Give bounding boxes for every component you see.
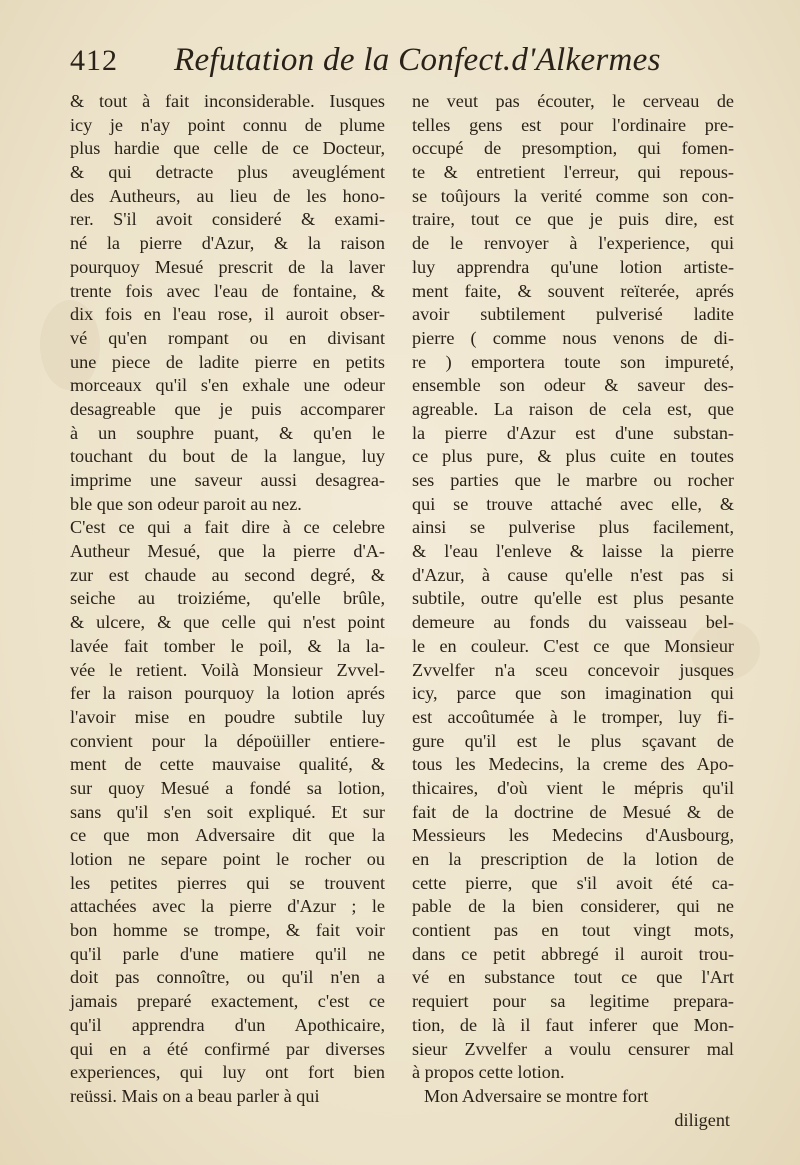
text-line: jamais preparé exactement, c'est ce (70, 991, 385, 1012)
page-header (70, 42, 730, 82)
text-line: re ) emportera toute son impureté, (412, 351, 734, 372)
text-line: desagreable que je puis accomparer (70, 398, 385, 419)
text-line: lavée fait tomber le poil, & la la- (70, 635, 385, 656)
text-line: doit pas connoître, ou qu'il n'en a (70, 967, 385, 988)
text-line: telles gens est pour l'ordinaire pre- (412, 114, 734, 135)
text-line: reüssi. Mais on a beau parler à qui (70, 1085, 320, 1106)
text-line: agreable. La raison de cela est, que (412, 398, 734, 419)
text-line: à un souphre puant, & qu'en le (70, 422, 385, 443)
text-line: traire, tout ce que je puis dire, est (412, 209, 734, 230)
right-text-column (412, 90, 734, 1132)
text-line: requiert pour sa legitime prepara- (412, 991, 734, 1012)
text-line: pierre ( comme nous venons de di- (412, 327, 734, 348)
text-line: en la prescription de la lotion de (412, 849, 734, 869)
text-line: touchant du bout de la langue, luy (70, 446, 385, 467)
text-line: ble que son odeur paroit au nez. (70, 493, 302, 514)
text-line: occupé de presomption, qui fomen- (412, 138, 734, 159)
text-line: icy je n'ay point connu de plume (70, 114, 385, 135)
text-line: sur quoy Mesué a fondé sa lotion, (70, 777, 385, 798)
text-line: subtile, outre qu'elle est plus pesante (412, 588, 734, 609)
text-line: l'avoir mise en poudre subtile luy (70, 706, 385, 727)
text-line: qu'il parle d'une matiere qu'il ne (70, 943, 385, 964)
text-line: ce que mon Adversaire dit que la (70, 825, 385, 846)
text-line: te & entretient l'erreur, qui repous- (412, 162, 734, 183)
text-line: qu'il apprendra d'un Apothicaire, (70, 1014, 385, 1035)
text-line: plus hardie que celle de ce Docteur, (70, 138, 385, 159)
text-line: sans qu'il s'en soit expliqué. Et sur (70, 801, 385, 822)
text-line: dans ce petit abbregé il auroit trou- (412, 943, 734, 964)
text-line: seiche au troiziéme, qu'elle brûle, (70, 588, 385, 609)
text-line: rer. S'il avoit consideré & exami- (70, 209, 385, 230)
text-line: ne veut pas écouter, le cerveau de (412, 91, 734, 111)
running-title: Refutation de la Confect.d'Alkermes (174, 42, 661, 78)
page-number: 412 (70, 44, 118, 77)
text-line: C'est ce qui a fait dire à ce celebre (70, 517, 385, 538)
text-line: lotion ne separe point le rocher ou (70, 849, 385, 869)
text-line: vé en substance tout ce que l'Art (412, 967, 734, 988)
text-line: experiences, qui luy ont fort bien (70, 1062, 385, 1083)
text-line: imprime une saveur aussi desagrea- (70, 470, 385, 490)
text-line: vée le retient. Voilà Monsieur Zvvel- (70, 659, 385, 680)
text-line: les petites pierres qui se trouvent (70, 872, 385, 893)
text-line: Mon Adversaire se montre fort (424, 1085, 649, 1106)
text-line: ensemble son odeur & saveur des- (412, 375, 734, 396)
text-line: demeure au fonds du vaisseau bel- (412, 612, 734, 633)
text-line: fer la raison pourquoy la lotion aprés (70, 683, 385, 704)
text-line: bon homme se trompe, & fait voir (70, 920, 385, 941)
text-line: qui se trouve attaché avec elle, & (412, 493, 734, 514)
text-line: Messieurs les Medecins d'Ausbourg, (412, 825, 734, 846)
text-line: gure qu'il est le plus sçavant de (412, 730, 734, 751)
text-line: attachées avec la pierre d'Azur ; le (70, 896, 385, 917)
catchword: diligent (674, 1109, 730, 1130)
text-line: dix fois en l'eau rose, il auroit obser- (70, 304, 385, 325)
left-text-column (70, 90, 385, 1109)
text-line: la pierre d'Azur est d'une substan- (412, 422, 734, 443)
text-line: tion, de là il faut inferer que Mon- (412, 1014, 734, 1035)
text-line: le en couleur. C'est ce que Monsieur (412, 635, 734, 656)
text-line: à propos cette lotion. (412, 1062, 565, 1083)
text-line: ment de cette mauvaise qualité, & (70, 754, 385, 775)
text-line: vé qu'en rompant ou en divisant (70, 327, 385, 348)
text-line: & tout à fait inconsiderable. Iusques (70, 91, 385, 111)
text-line: & qui detracte plus aveuglément (70, 162, 385, 183)
text-line: cette pierre, que s'il avoit été ca- (412, 872, 734, 893)
text-line: fait de la doctrine de Mesué & de (412, 801, 734, 822)
text-line: avoir subtilement pulverisé ladite (412, 304, 734, 325)
text-line: ses parties que le marbre ou rocher (412, 470, 734, 490)
text-line: sieur Zvvelfer a voulu censurer mal (412, 1038, 734, 1059)
text-line: convient pour la dépoüiller entiere- (70, 730, 385, 751)
text-line: contient pas en tout vingt mots, (412, 920, 734, 941)
text-line: se toûjours la verité comme son con- (412, 185, 734, 206)
text-line: qui en a été confirmé par diverses (70, 1038, 385, 1059)
text-line: thicaires, d'où vient le mépris qu'il (412, 777, 734, 798)
text-line: est accoûtumée à le tromper, luy fi- (412, 706, 734, 727)
text-line: pourquoy Mesué prescrit de la laver (70, 256, 385, 277)
text-line: une piece de ladite pierre en petits (70, 351, 385, 372)
text-line: de le renvoyer à l'experience, qui (412, 233, 734, 254)
text-line: tous les Medecins, la creme des Apo- (412, 754, 734, 775)
text-line: zur est chaude au second degré, & (70, 564, 385, 585)
text-line: & ulcere, & que celle qui n'est point (70, 612, 385, 633)
text-line: luy apprendra qu'une lotion artiste- (412, 256, 734, 277)
text-line: pable de la bien considerer, qui ne (412, 896, 734, 917)
text-line: trente fois avec l'eau de fontaine, & (70, 280, 385, 301)
text-line: morceaux qu'il s'en exhale une odeur (70, 375, 385, 396)
text-line: né la pierre d'Azur, & la raison (70, 233, 385, 254)
text-line: & l'eau l'enleve & laisse la pierre (412, 541, 734, 562)
text-line: ainsi se pulverise plus facilement, (412, 517, 734, 538)
text-line: Autheur Mesué, que la pierre d'A- (70, 541, 385, 562)
text-line: ce plus pure, & plus cuite en toutes (412, 446, 734, 467)
text-line: icy, parce que son imagination qui (412, 683, 734, 704)
text-line: ment faite, & souvent reïterée, aprés (412, 280, 734, 301)
text-line: Zvvelfer n'a sceu concevoir jusques (412, 659, 734, 680)
text-line: des Autheurs, au lieu de les hono- (70, 185, 385, 206)
text-line: d'Azur, à cause qu'elle n'est pas si (412, 564, 734, 585)
